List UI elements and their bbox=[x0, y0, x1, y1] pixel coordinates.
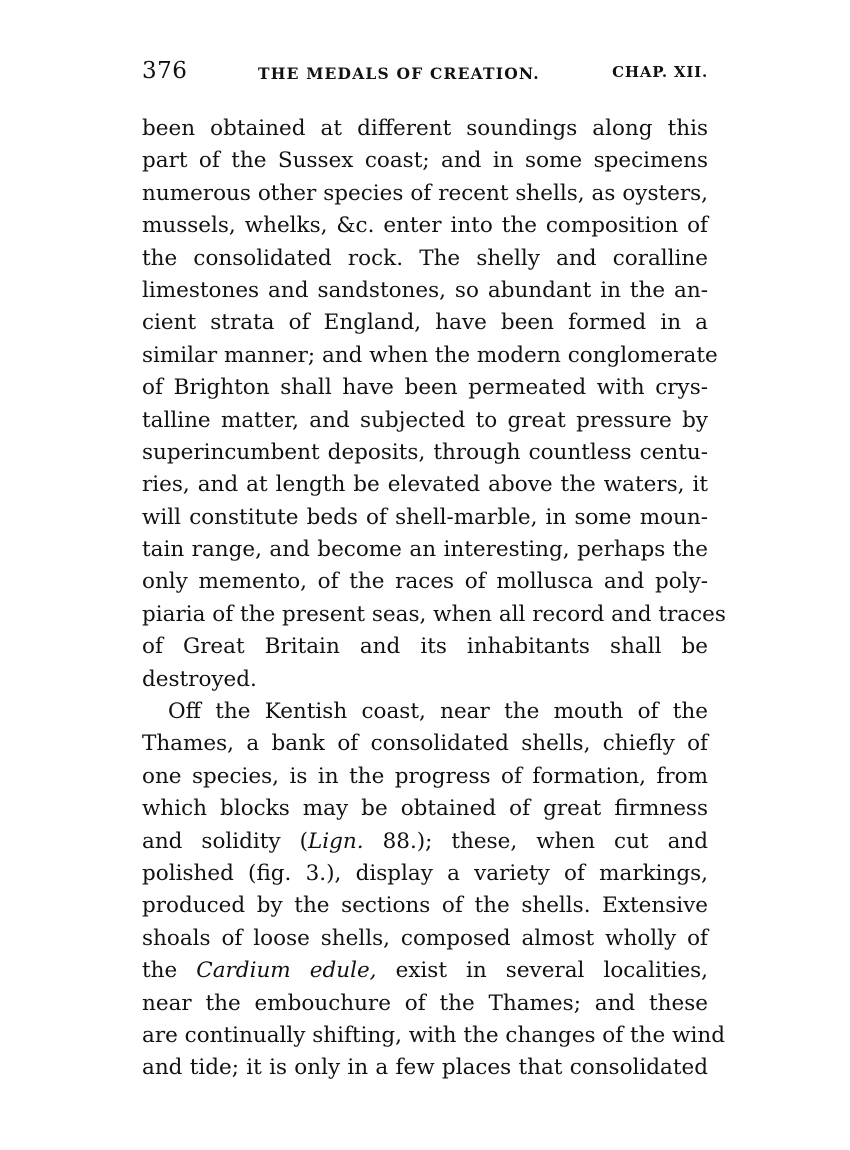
text-line: only memento, of the races of mollusca and poly- bbox=[142, 569, 708, 595]
text-run: exist in several localities, bbox=[376, 958, 708, 984]
page-number: 376 bbox=[142, 58, 188, 84]
running-header bbox=[142, 58, 708, 90]
text-line: Off the Kentish coast, near the mouth of the bbox=[168, 699, 708, 725]
text-line: near the embouchure of the Thames; and these bbox=[142, 990, 708, 1016]
text-line: numerous other species of recent shells, as oysters, bbox=[142, 180, 708, 206]
italic-species-name: Cardium edule, bbox=[196, 958, 377, 984]
text-line: cient strata of England, have been formed in a bbox=[142, 310, 708, 336]
text-line: of Brighton shall have been permeated with crys- bbox=[142, 375, 708, 401]
body-text bbox=[142, 113, 726, 1085]
text-line bbox=[142, 826, 708, 858]
text-line: been obtained at different soundings along this bbox=[142, 116, 708, 141]
text-line: which blocks may be obtained of great firmness bbox=[142, 796, 708, 822]
text-run: the bbox=[142, 958, 197, 984]
text-run: 88.); these, when cut and bbox=[363, 828, 709, 854]
book-title: THE MEDALS OF CREATION. bbox=[258, 64, 540, 83]
text-line: polished (fig. 3.), display a variety of markings, bbox=[142, 860, 708, 886]
text-line: talline matter, and subjected to great pressure by bbox=[142, 407, 708, 433]
text-line: limestones and sandstones, so abundant in the an- bbox=[142, 277, 708, 303]
italic-citation: Lign. bbox=[307, 828, 364, 854]
text-line: mussels, whelks, &c. enter into the composition of bbox=[142, 213, 708, 239]
text-run: and solidity ( bbox=[142, 828, 308, 854]
text-line: are continually shifting, with the changes of the wind bbox=[142, 1022, 725, 1048]
text-line: will constitute beds of shell-marble, in some moun- bbox=[142, 504, 708, 530]
text-line: tain range, and become an interesting, perhaps the bbox=[142, 537, 708, 563]
text-line: piaria of the present seas, when all record and traces bbox=[142, 601, 726, 627]
text-line: produced by the sections of the shells. Extensive bbox=[142, 893, 708, 919]
text-line: ries, and at length be elevated above the waters, it bbox=[142, 472, 708, 498]
paragraph-2 bbox=[142, 696, 725, 1085]
paragraph-1 bbox=[142, 113, 726, 696]
chapter-label: CHAP. XII. bbox=[612, 63, 708, 81]
text-line: part of the Sussex coast; and in some specimens bbox=[142, 148, 708, 174]
text-line bbox=[142, 955, 708, 987]
text-line: similar manner; and when the modern conglomerate bbox=[142, 342, 718, 368]
text-line: destroyed. bbox=[142, 666, 257, 692]
text-line: the consolidated rock. The shelly and coralline bbox=[142, 245, 708, 271]
text-line: and tide; it is only in a few places that consolidated bbox=[142, 1055, 708, 1081]
text-line: one species, is in the progress of formation, from bbox=[142, 763, 708, 789]
text-line: of Great Britain and its inhabitants shall be bbox=[142, 634, 708, 660]
text-line: shoals of loose shells, composed almost wholly of bbox=[142, 925, 708, 951]
text-line: Thames, a bank of consolidated shells, chiefly of bbox=[142, 731, 708, 757]
text-line: superincumbent deposits, through countless centu- bbox=[142, 439, 708, 465]
